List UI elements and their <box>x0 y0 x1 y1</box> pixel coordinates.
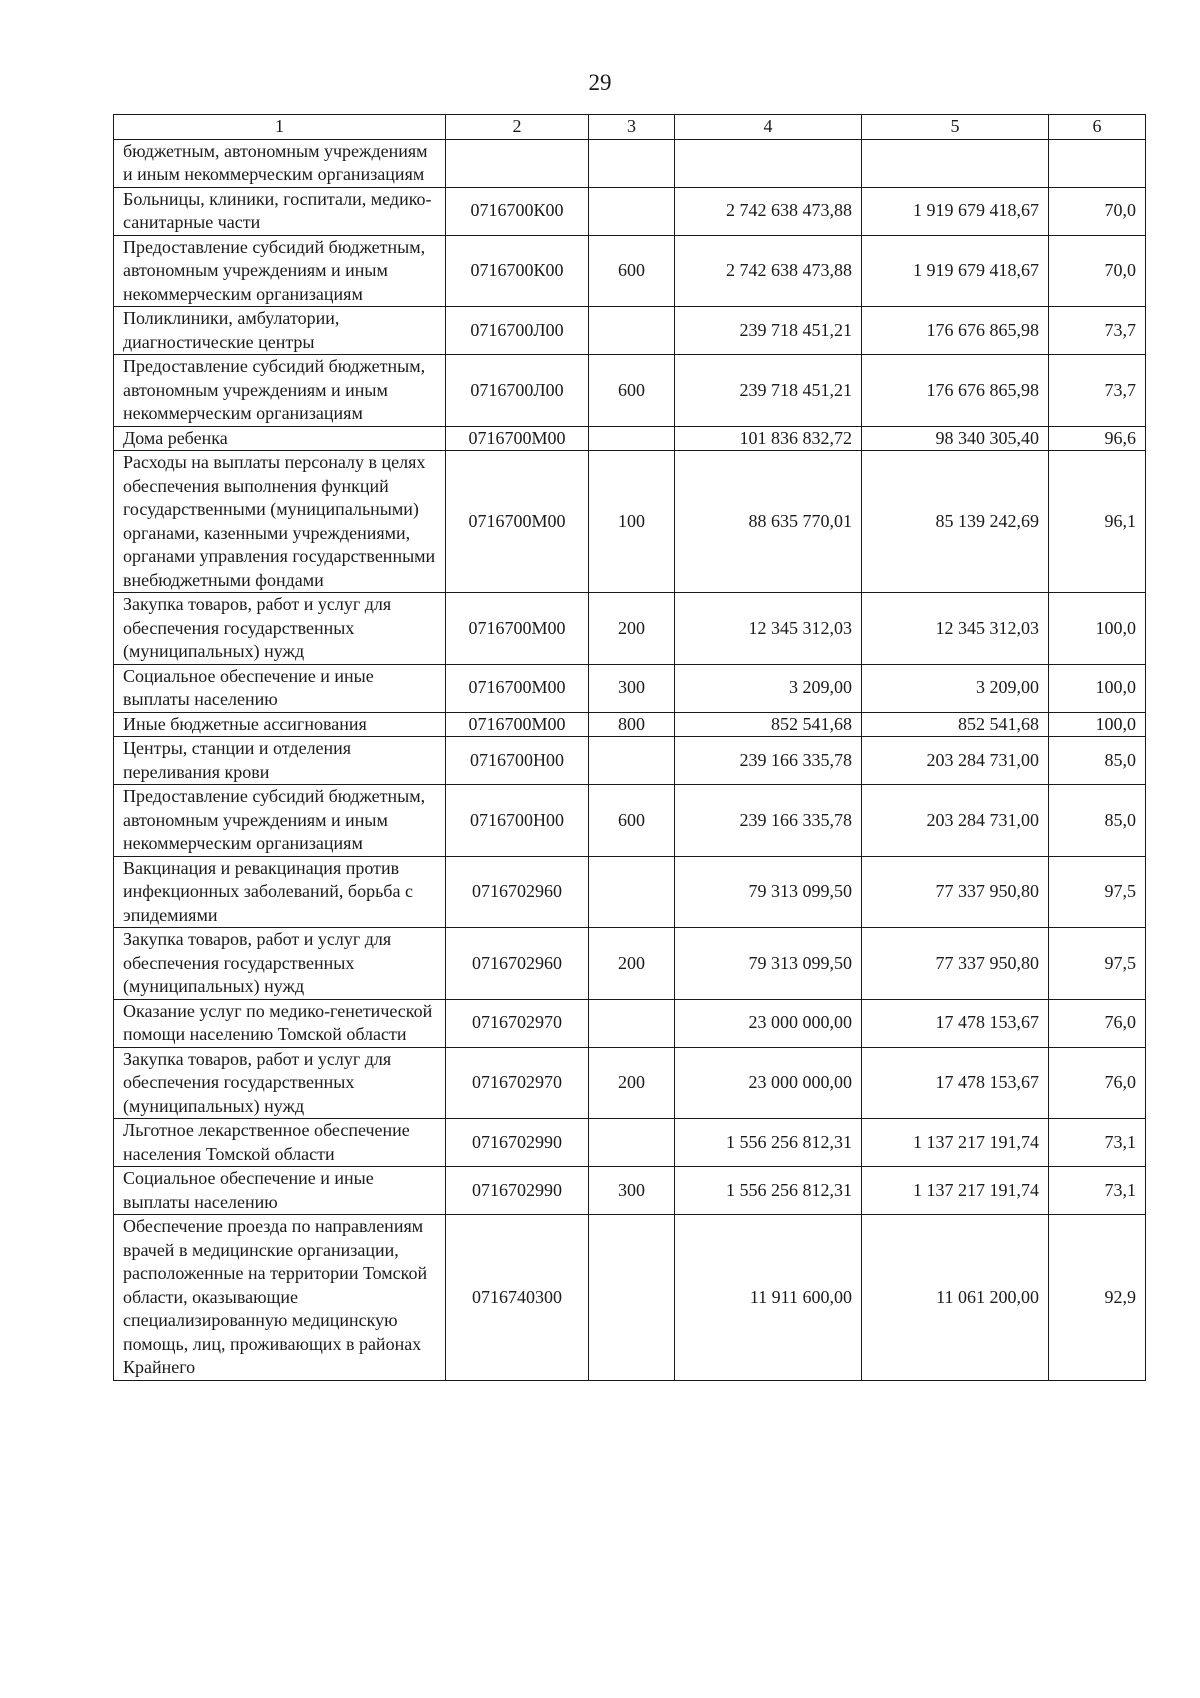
row-name-cell: Льготное лекарственное обеспечение населения Томской области <box>114 1119 446 1167</box>
row-actual-cell: 98 340 305,40 <box>862 426 1049 451</box>
table-row <box>114 785 1146 857</box>
row-name-cell: Обеспечение проезда по направлениям врачей в медицинские организации, расположенные на территории Томской области, оказывающие специализированную медицинскую помощь, лиц, проживающих в районах Крайнего <box>114 1215 446 1381</box>
row-code-cell: 0716700М00 <box>446 451 589 593</box>
table-row <box>114 928 1146 1000</box>
table-row <box>114 355 1146 427</box>
row-plan-cell: 79 313 099,50 <box>675 928 862 1000</box>
row-actual-cell: 203 284 731,00 <box>862 785 1049 857</box>
row-code-cell <box>446 139 589 187</box>
row-code-cell: 0716702960 <box>446 928 589 1000</box>
row-percent-cell: 73,1 <box>1049 1119 1146 1167</box>
row-percent-cell: 70,0 <box>1049 187 1146 235</box>
row-plan-cell: 11 911 600,00 <box>675 1215 862 1381</box>
row-expense-type-cell <box>589 426 675 451</box>
row-code-cell: 0716700Л00 <box>446 307 589 355</box>
row-code-cell: 0716702990 <box>446 1119 589 1167</box>
row-expense-type-cell: 200 <box>589 928 675 1000</box>
row-expense-type-cell: 600 <box>589 355 675 427</box>
row-plan-cell <box>675 139 862 187</box>
row-code-cell: 0716700К00 <box>446 235 589 307</box>
row-percent-cell: 97,5 <box>1049 856 1146 928</box>
column-header: 5 <box>862 115 1049 140</box>
row-expense-type-cell: 300 <box>589 1167 675 1215</box>
row-expense-type-cell: 800 <box>589 712 675 737</box>
table-row <box>114 1167 1146 1215</box>
row-actual-cell: 17 478 153,67 <box>862 999 1049 1047</box>
row-actual-cell: 203 284 731,00 <box>862 737 1049 785</box>
row-actual-cell: 1 919 679 418,67 <box>862 187 1049 235</box>
row-name-cell: Расходы на выплаты персоналу в целях обеспечения выполнения функций государственными (муниципальными) органами, казенными учреждениями, органами управления государственными внебюджетными фондами <box>114 451 446 593</box>
row-code-cell: 0716700К00 <box>446 187 589 235</box>
row-code-cell: 0716702970 <box>446 1047 589 1119</box>
row-percent-cell: 76,0 <box>1049 1047 1146 1119</box>
table-row <box>114 664 1146 712</box>
row-actual-cell: 176 676 865,98 <box>862 307 1049 355</box>
row-expense-type-cell: 600 <box>589 235 675 307</box>
table-row <box>114 451 1146 593</box>
row-name-cell: Закупка товаров, работ и услуг для обеспечения государственных (муниципальных) нужд <box>114 593 446 665</box>
row-name-cell: Предоставление субсидий бюджетным, автономным учреждениям и иным некоммерческим организациям <box>114 785 446 857</box>
row-name-cell: Вакцинация и ревакцинация против инфекционных заболеваний, борьба с эпидемиями <box>114 856 446 928</box>
row-code-cell: 0716740300 <box>446 1215 589 1381</box>
row-code-cell: 0716700Н00 <box>446 737 589 785</box>
row-percent-cell <box>1049 139 1146 187</box>
table-row <box>114 737 1146 785</box>
table-row <box>114 1215 1146 1381</box>
row-code-cell: 0716700М00 <box>446 426 589 451</box>
row-name-cell: Поликлиники, амбулатории, диагностические центры <box>114 307 446 355</box>
row-plan-cell: 2 742 638 473,88 <box>675 187 862 235</box>
table-row <box>114 712 1146 737</box>
table-row <box>114 235 1146 307</box>
table-row <box>114 1119 1146 1167</box>
row-percent-cell: 70,0 <box>1049 235 1146 307</box>
row-plan-cell: 239 718 451,21 <box>675 307 862 355</box>
row-actual-cell: 852 541,68 <box>862 712 1049 737</box>
row-expense-type-cell: 600 <box>589 785 675 857</box>
row-percent-cell: 96,1 <box>1049 451 1146 593</box>
row-code-cell: 0716700М00 <box>446 593 589 665</box>
row-actual-cell: 85 139 242,69 <box>862 451 1049 593</box>
page-number: 29 <box>588 70 612 95</box>
row-expense-type-cell: 200 <box>589 593 675 665</box>
row-plan-cell: 3 209,00 <box>675 664 862 712</box>
table-row <box>114 999 1146 1047</box>
row-plan-cell: 1 556 256 812,31 <box>675 1119 862 1167</box>
row-actual-cell: 1 137 217 191,74 <box>862 1119 1049 1167</box>
row-name-cell: Иные бюджетные ассигнования <box>114 712 446 737</box>
row-actual-cell: 1 137 217 191,74 <box>862 1167 1049 1215</box>
row-expense-type-cell <box>589 1119 675 1167</box>
row-name-cell: бюджетным, автономным учреждениям и иным некоммерческим организациям <box>114 139 446 187</box>
table-row <box>114 187 1146 235</box>
row-expense-type-cell <box>589 856 675 928</box>
table-row <box>114 426 1146 451</box>
row-code-cell: 0716702960 <box>446 856 589 928</box>
row-percent-cell: 100,0 <box>1049 664 1146 712</box>
table-row <box>114 307 1146 355</box>
row-expense-type-cell <box>589 187 675 235</box>
row-plan-cell: 239 718 451,21 <box>675 355 862 427</box>
row-code-cell: 0716700М00 <box>446 664 589 712</box>
table-row <box>114 593 1146 665</box>
row-percent-cell: 97,5 <box>1049 928 1146 1000</box>
row-plan-cell: 79 313 099,50 <box>675 856 862 928</box>
row-actual-cell: 77 337 950,80 <box>862 928 1049 1000</box>
row-code-cell: 0716700Н00 <box>446 785 589 857</box>
row-actual-cell: 11 061 200,00 <box>862 1215 1049 1381</box>
row-plan-cell: 852 541,68 <box>675 712 862 737</box>
row-expense-type-cell: 200 <box>589 1047 675 1119</box>
row-plan-cell: 239 166 335,78 <box>675 785 862 857</box>
table-row <box>114 856 1146 928</box>
row-expense-type-cell: 100 <box>589 451 675 593</box>
row-code-cell: 0716702970 <box>446 999 589 1047</box>
column-header: 1 <box>114 115 446 140</box>
row-name-cell: Социальное обеспечение и иные выплаты населению <box>114 664 446 712</box>
table-row <box>114 139 1146 187</box>
row-plan-cell: 101 836 832,72 <box>675 426 862 451</box>
row-actual-cell <box>862 139 1049 187</box>
row-percent-cell: 92,9 <box>1049 1215 1146 1381</box>
column-header: 6 <box>1049 115 1146 140</box>
column-header: 2 <box>446 115 589 140</box>
row-actual-cell: 77 337 950,80 <box>862 856 1049 928</box>
row-plan-cell: 23 000 000,00 <box>675 999 862 1047</box>
row-percent-cell: 100,0 <box>1049 712 1146 737</box>
row-percent-cell: 85,0 <box>1049 737 1146 785</box>
row-actual-cell: 12 345 312,03 <box>862 593 1049 665</box>
row-percent-cell: 100,0 <box>1049 593 1146 665</box>
row-plan-cell: 239 166 335,78 <box>675 737 862 785</box>
row-name-cell: Закупка товаров, работ и услуг для обеспечения государственных (муниципальных) нужд <box>114 928 446 1000</box>
row-actual-cell: 1 919 679 418,67 <box>862 235 1049 307</box>
row-percent-cell: 73,7 <box>1049 355 1146 427</box>
row-actual-cell: 17 478 153,67 <box>862 1047 1049 1119</box>
row-expense-type-cell <box>589 999 675 1047</box>
row-name-cell: Оказание услуг по медико-генетической помощи населению Томской области <box>114 999 446 1047</box>
row-code-cell: 0716702990 <box>446 1167 589 1215</box>
row-actual-cell: 176 676 865,98 <box>862 355 1049 427</box>
row-percent-cell: 73,1 <box>1049 1167 1146 1215</box>
table-body <box>114 139 1146 1380</box>
row-name-cell: Закупка товаров, работ и услуг для обеспечения государственных (муниципальных) нужд <box>114 1047 446 1119</box>
row-name-cell: Предоставление субсидий бюджетным, автономным учреждениям и иным некоммерческим организациям <box>114 235 446 307</box>
row-expense-type-cell <box>589 737 675 785</box>
column-header: 4 <box>675 115 862 140</box>
row-percent-cell: 96,6 <box>1049 426 1146 451</box>
column-header: 3 <box>589 115 675 140</box>
row-expense-type-cell <box>589 307 675 355</box>
row-expense-type-cell <box>589 139 675 187</box>
row-name-cell: Предоставление субсидий бюджетным, автономным учреждениям и иным некоммерческим организациям <box>114 355 446 427</box>
table-row <box>114 1047 1146 1119</box>
row-name-cell: Дома ребенка <box>114 426 446 451</box>
row-expense-type-cell <box>589 1215 675 1381</box>
row-percent-cell: 85,0 <box>1049 785 1146 857</box>
row-actual-cell: 3 209,00 <box>862 664 1049 712</box>
row-name-cell: Социальное обеспечение и иные выплаты населению <box>114 1167 446 1215</box>
row-plan-cell: 88 635 770,01 <box>675 451 862 593</box>
row-plan-cell: 1 556 256 812,31 <box>675 1167 862 1215</box>
budget-table <box>113 114 1146 1381</box>
row-name-cell: Больницы, клиники, госпитали, медико-санитарные части <box>114 187 446 235</box>
row-name-cell: Центры, станции и отделения переливания крови <box>114 737 446 785</box>
row-expense-type-cell: 300 <box>589 664 675 712</box>
row-plan-cell: 12 345 312,03 <box>675 593 862 665</box>
row-code-cell: 0716700Л00 <box>446 355 589 427</box>
row-percent-cell: 73,7 <box>1049 307 1146 355</box>
row-plan-cell: 23 000 000,00 <box>675 1047 862 1119</box>
row-plan-cell: 2 742 638 473,88 <box>675 235 862 307</box>
table-header-row <box>114 115 1146 140</box>
row-code-cell: 0716700М00 <box>446 712 589 737</box>
row-percent-cell: 76,0 <box>1049 999 1146 1047</box>
